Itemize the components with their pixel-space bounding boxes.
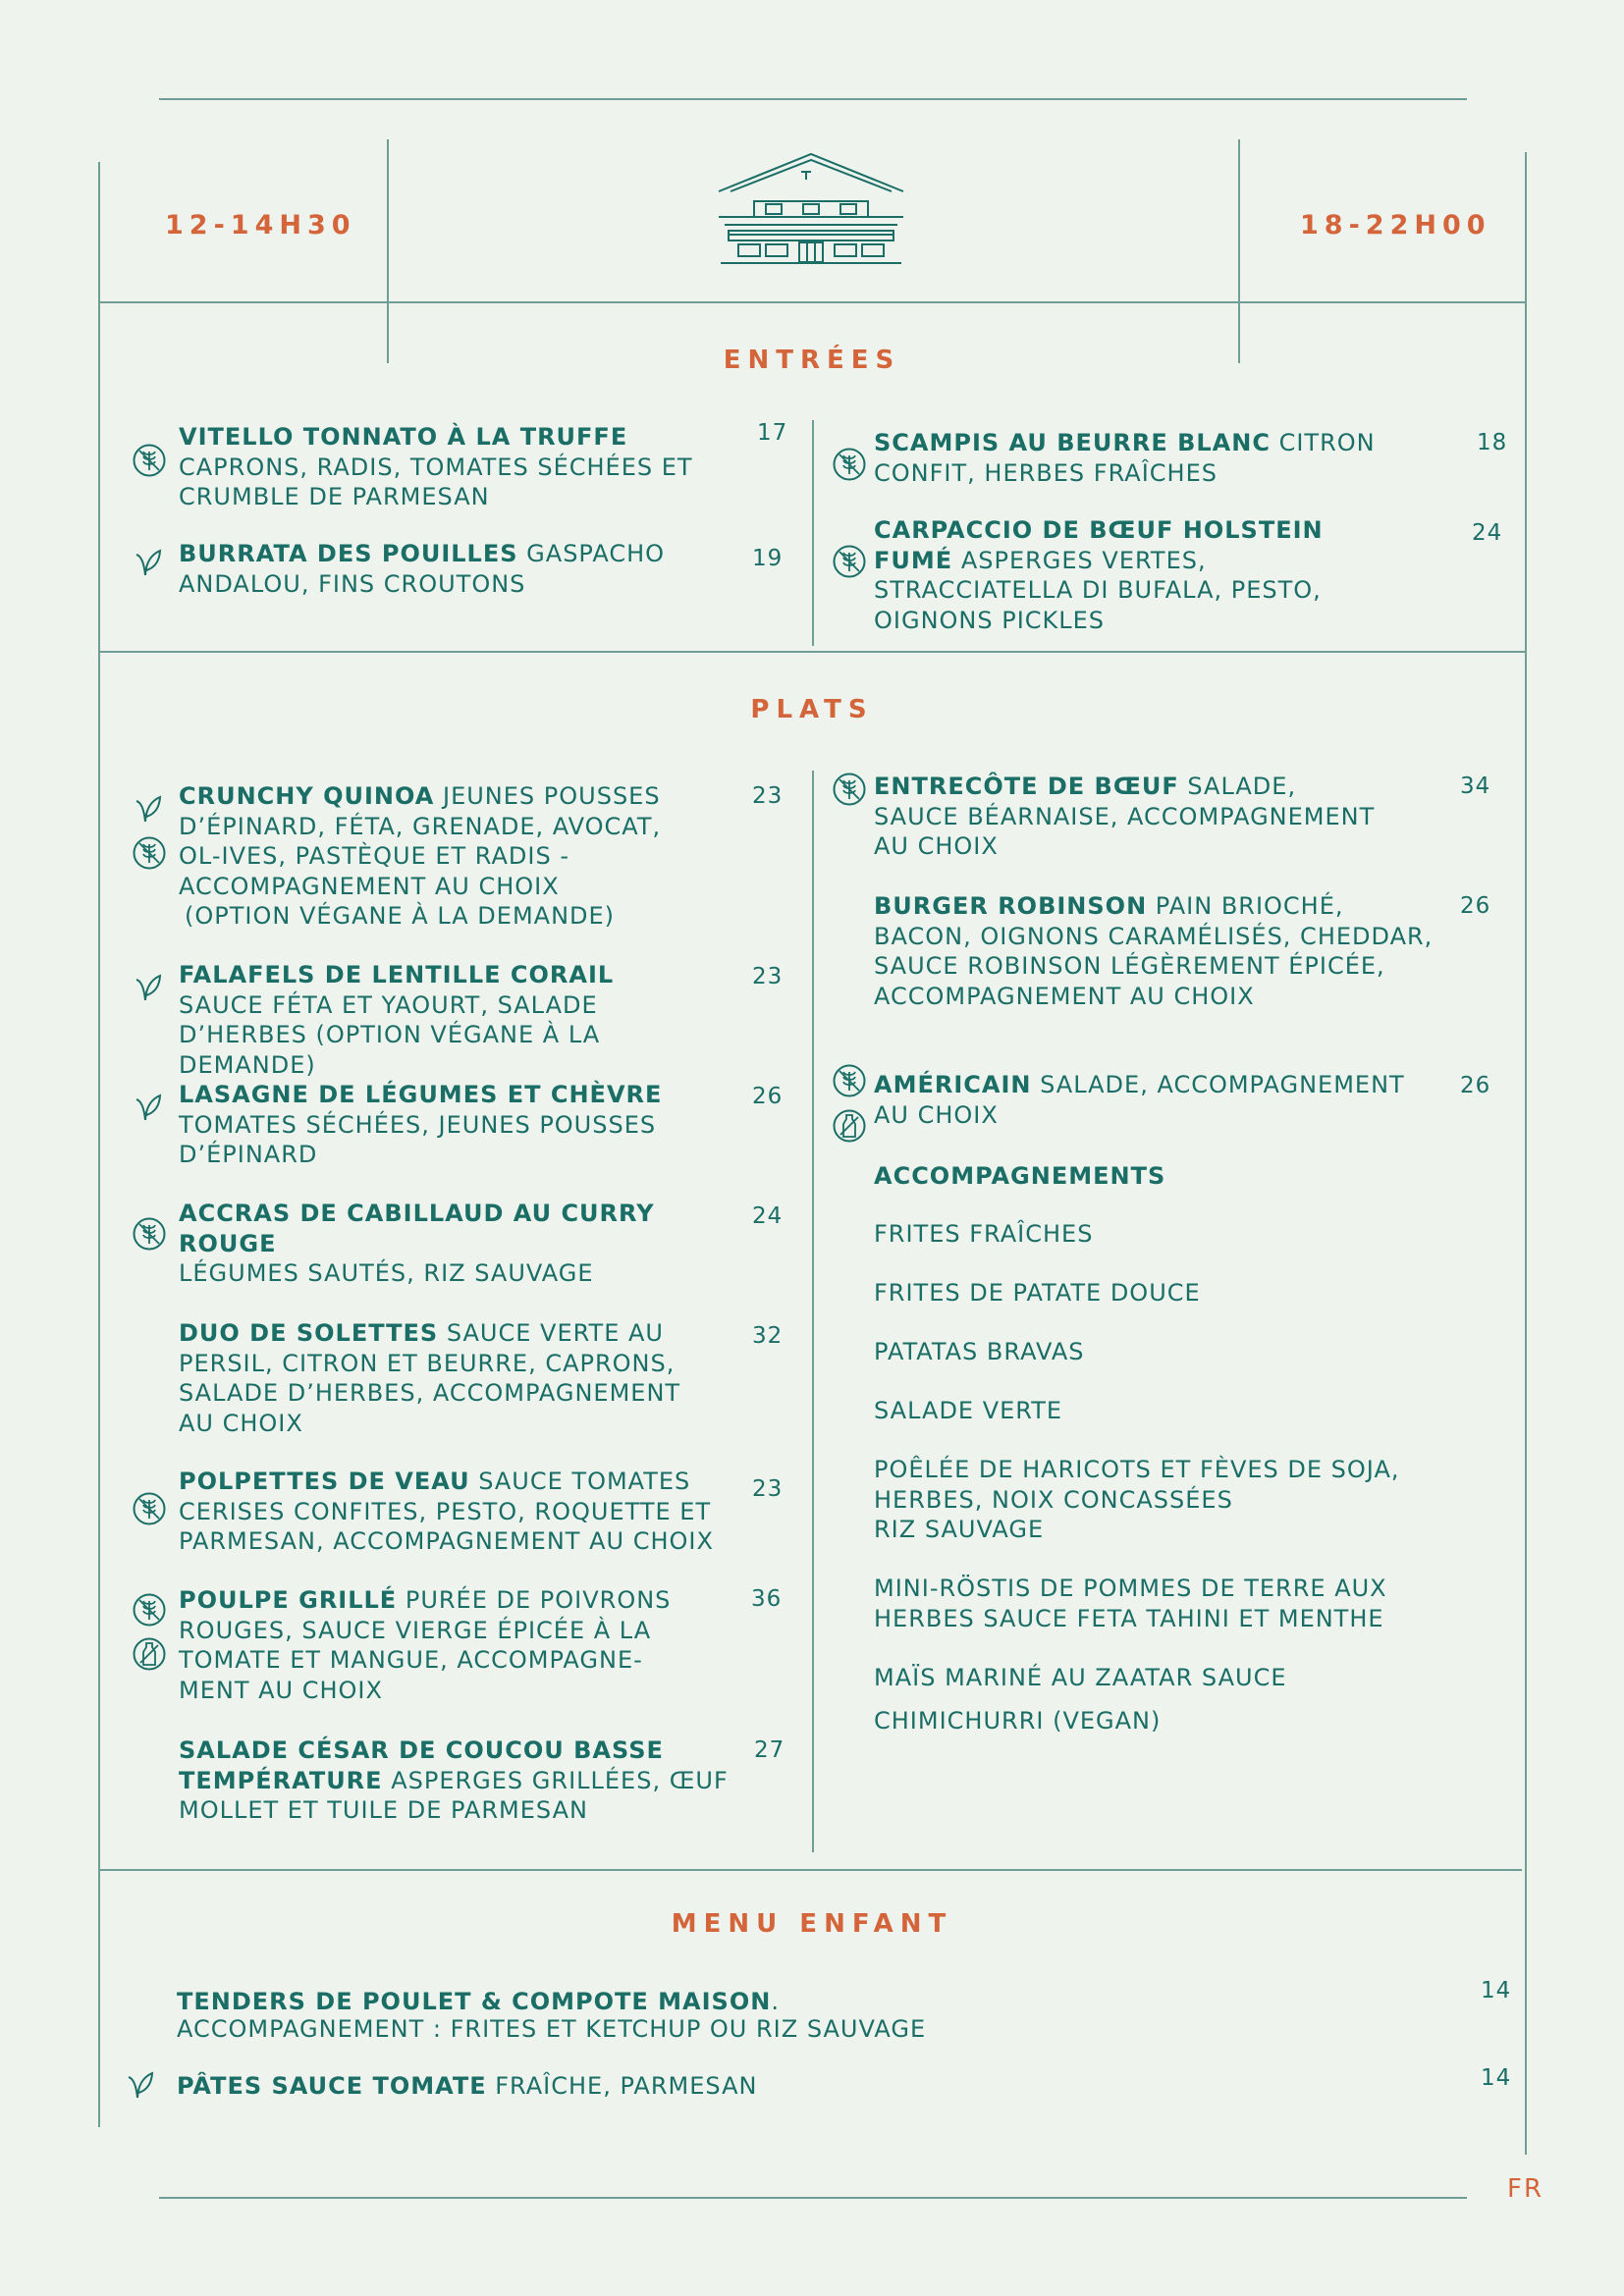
item-price: 32	[752, 1323, 784, 1349]
menu-item: SALADE CÉSAR DE COUCOU BASSE TEMPÉRATURE ASPERGES GRILLÉES, ŒUF MOLLET ET TUILE DE PARMESAN	[179, 1736, 729, 1824]
kids-menu-title: MENU ENFANT	[671, 1909, 953, 1939]
header-divider-right	[1238, 139, 1240, 363]
language-label: FR	[1507, 2174, 1544, 2204]
gluten-free-icon	[132, 1491, 167, 1526]
gluten-free-icon	[132, 1216, 167, 1252]
gluten-free-icon	[132, 835, 167, 871]
item-price: 14	[1481, 1978, 1512, 2003]
item-price: 14	[1481, 2065, 1512, 2091]
plats-rule	[98, 1869, 1522, 1871]
menu-item: ACCRAS DE CABILLAUD AU CURRY ROUGE LÉGUMES SAUTÉS, RIZ SAUVAGE	[179, 1200, 655, 1287]
frame-left-lower	[98, 1144, 100, 2127]
gluten-free-icon	[132, 1592, 167, 1628]
item-price: 26	[752, 1084, 784, 1109]
item-price: 36	[751, 1586, 783, 1612]
menu-item: DUO DE SOLETTES SAUCE VERTE AU PERSIL, CITRON ET BEURRE, CAPRONS, SALADE D’HERBES, ACCOMPAGNEMENT AU CHOIX	[179, 1319, 681, 1437]
item-price: 24	[752, 1203, 784, 1229]
item-price: 26	[1460, 1073, 1491, 1098]
vegetarian-icon	[130, 970, 165, 1005]
menu-item: CARPACCIO DE BŒUF HOLSTEIN FUMÉ ASPERGES VERTES, STRACCIATELLA DI BUFALA, PESTO, OIGNONS PICKLES	[874, 516, 1324, 634]
item-price: 23	[752, 783, 784, 809]
side-item: MAÏS MARINÉ AU ZAATAR SAUCE	[874, 1664, 1287, 1691]
gluten-free-icon	[832, 1063, 867, 1098]
gluten-free-icon	[832, 447, 867, 482]
item-price: 23	[752, 964, 784, 989]
menu-item: BURRATA DES POUILLES GASPACHO ANDALOU, FINS CROUTONS	[179, 540, 666, 598]
vegetarian-icon	[130, 545, 165, 580]
menu-item: PÂTES SAUCE TOMATE FRAÎCHE, PARMESAN	[177, 2072, 758, 2100]
vegetarian-icon	[130, 1090, 165, 1125]
lactose-free-icon	[832, 1108, 867, 1144]
gluten-free-icon	[832, 772, 867, 807]
menu-item: SCAMPIS AU BEURRE BLANC CITRON CONFIT, HERBES FRAÎCHES	[874, 429, 1376, 487]
menu-item: BURGER ROBINSON PAIN BRIOCHÉ, BACON, OIGNONS CARAMÉLISÉS, CHEDDAR, SAUCE ROBINSON LÉGÈREMENT ÉPICÉE, ACCOMPAGNEMENT AU CHOIX	[874, 892, 1434, 1010]
menu-item: TENDERS DE POULET & COMPOTE MAISON. ACCOMPAGNEMENT : FRITES ET KETCHUP OU RIZ SAUVAGE	[177, 1988, 927, 2043]
accompagnements-title: ACCOMPAGNEMENTS	[874, 1162, 1166, 1190]
vegetarian-icon	[122, 2067, 157, 2103]
side-item: RIZ SAUVAGE	[874, 1516, 1045, 1543]
item-price: 26	[1460, 893, 1491, 919]
item-price: 27	[754, 1737, 785, 1763]
menu-item: AMÉRICAIN SALADE, ACCOMPAGNEMENT AU CHOIX	[874, 1071, 1405, 1129]
vegetarian-icon	[130, 791, 165, 827]
item-price: 23	[752, 1476, 784, 1502]
item-price: 24	[1472, 520, 1503, 546]
lunch-hours: 12-14H30	[165, 210, 356, 240]
side-item: FRITES FRAÎCHES	[874, 1220, 1094, 1248]
side-item: PATATAS BRAVAS	[874, 1338, 1085, 1365]
plats-title: PLATS	[750, 695, 874, 724]
bottom-rule	[159, 2197, 1467, 2199]
menu-item: VITELLO TONNATO À LA TRUFFE CAPRONS, RADIS, TOMATES SÉCHÉES ET CRUMBLE DE PARMESAN	[179, 423, 693, 510]
menu-item: ENTRECÔTE DE BŒUF SALADE, SAUCE BÉARNAISE, ACCOMPAGNEMENT AU CHOIX	[874, 773, 1376, 860]
side-item: POÊLÉE DE HARICOTS ET FÈVES DE SOJA, HERBES, NOIX CONCASSÉES	[874, 1456, 1400, 1514]
frame-right	[1525, 152, 1527, 2155]
menu-item: LASAGNE DE LÉGUMES ET CHÈVRE TOMATES SÉCHÉES, JEUNES POUSSES D’ÉPINARD	[179, 1081, 663, 1168]
item-price: 17	[757, 420, 788, 446]
gluten-free-icon	[832, 544, 867, 579]
dinner-hours: 18-22H00	[1300, 210, 1491, 240]
menu-item: CRUNCHY QUINOA JEUNES POUSSES D’ÉPINARD, FÉTA, GRENADE, AVOCAT, OL-IVES, PASTÈQUE ET RADIS - ACCOMPAGNEMENT AU CHOIX (OPTION VÉGANE À LA DEMANDE)	[179, 782, 662, 930]
menu-item: POLPETTES DE VEAU SAUCE TOMATES CERISES CONFITES, PESTO, ROQUETTE ET PARMESAN, ACCOMPAGNEMENT AU CHOIX	[179, 1468, 714, 1555]
gluten-free-icon	[132, 443, 167, 478]
menu-item: FALAFELS DE LENTILLE CORAIL SAUCE FÉTA ET YAOURT, SALADE D’HERBES (OPTION VÉGANE À LA DEMANDE)	[179, 961, 615, 1079]
entrees-column-divider	[812, 420, 814, 646]
frame-left	[98, 162, 100, 1144]
header-divider-left	[387, 139, 389, 363]
side-item: CHIMICHURRI (VEGAN)	[874, 1707, 1162, 1735]
menu-item: POULPE GRILLÉ PURÉE DE POIVRONS ROUGES, SAUCE VIERGE ÉPICÉE À LA TOMATE ET MANGUE, ACCOMPAGNE-MENT AU CHOIX	[179, 1586, 672, 1704]
plats-column-divider	[812, 771, 814, 1852]
top-rule	[159, 98, 1467, 100]
chalet-icon	[715, 150, 907, 266]
item-price: 18	[1477, 430, 1508, 455]
item-price: 19	[752, 546, 784, 571]
entrees-rule	[98, 651, 1527, 653]
side-item: MINI-RÖSTIS DE POMMES DE TERRE AUX HERBES SAUCE FETA TAHINI ET MENTHE	[874, 1575, 1387, 1632]
item-price: 34	[1460, 774, 1491, 799]
entrees-title: ENTRÉES	[723, 346, 901, 375]
side-item: FRITES DE PATATE DOUCE	[874, 1279, 1201, 1307]
side-item: SALADE VERTE	[874, 1397, 1063, 1424]
lactose-free-icon	[132, 1636, 167, 1672]
header-rule	[98, 301, 1527, 303]
